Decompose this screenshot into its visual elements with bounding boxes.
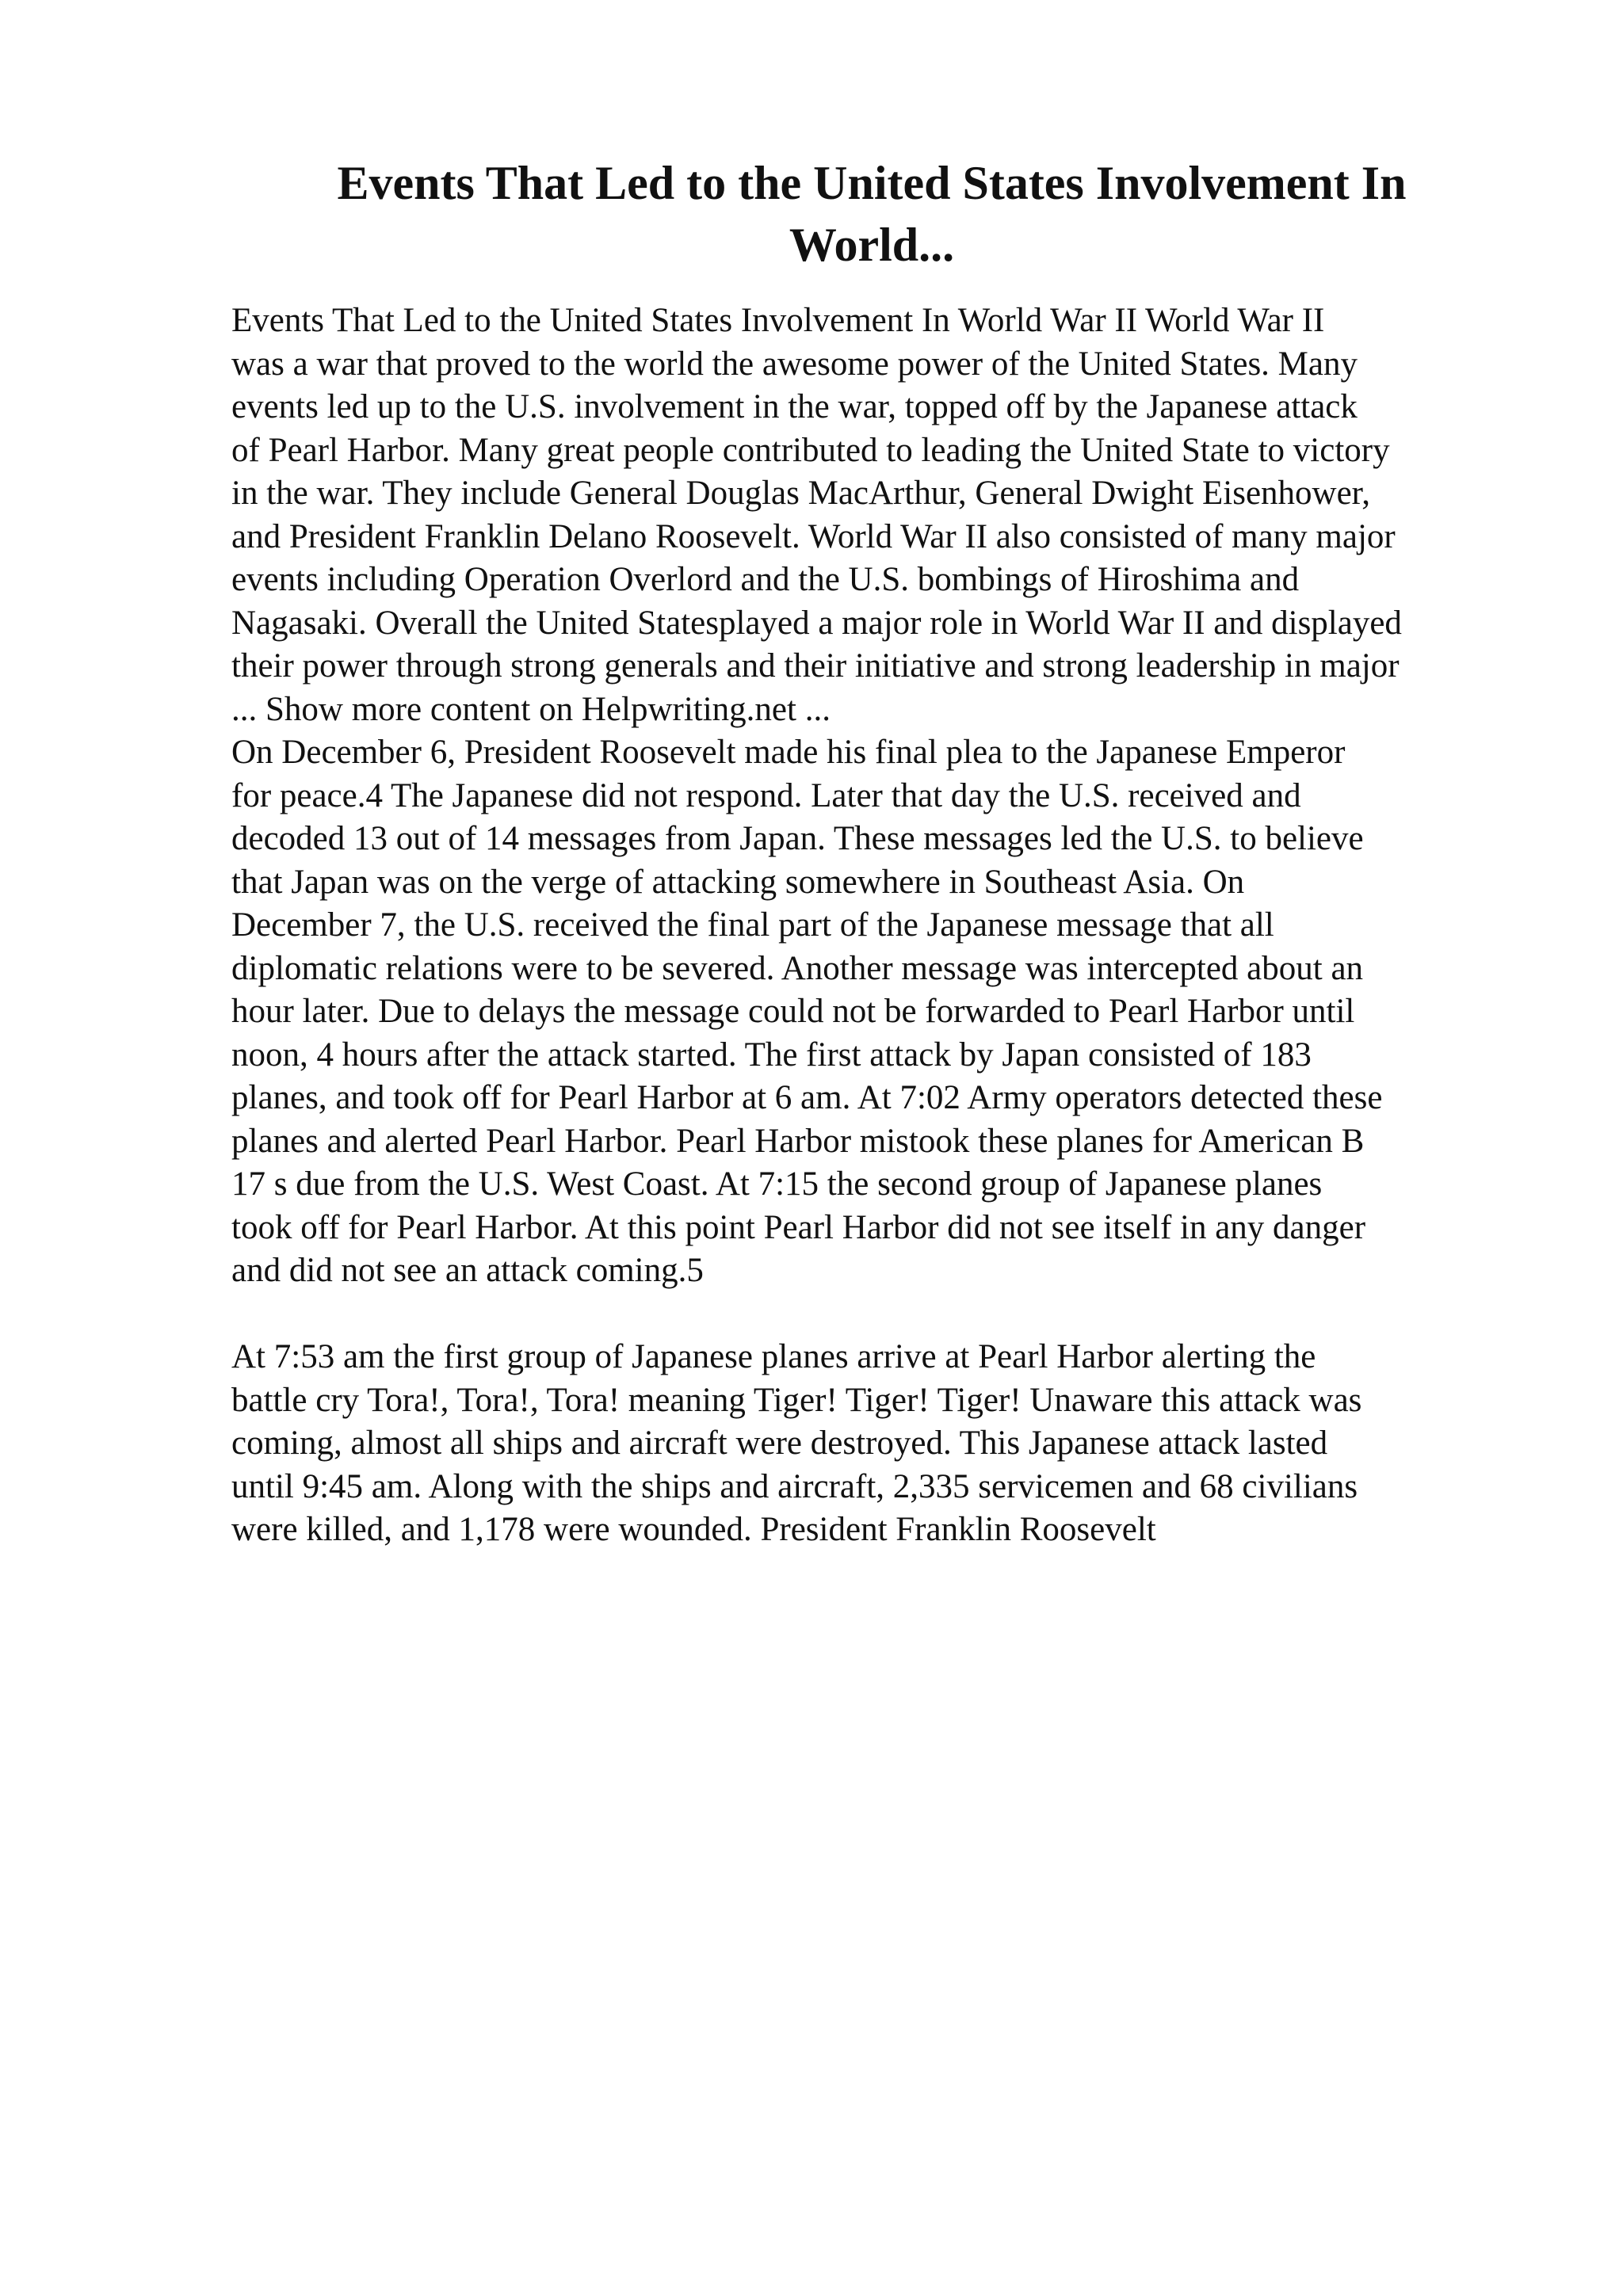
paragraph-spacer	[231, 1293, 1531, 1337]
paragraph-line: until 9:45 am. Along with the ships and aircraft, 2,335 servicemen and 68 civilians	[231, 1467, 1358, 1505]
paragraph-line: diplomatic relations were to be severed. Another message was intercepted about an	[231, 949, 1364, 987]
paragraph-line: At 7:53 am the first group of Japanese planes arrive at Pearl Harbor alerting the	[231, 1338, 1316, 1375]
paragraph-line: and President Franklin Delano Roosevelt. World War II also consisted of many major	[231, 517, 1396, 555]
paragraph-line: coming, almost all ships and aircraft were destroyed. This Japanese attack lasted	[231, 1425, 1328, 1462]
paragraph-line: took off for Pearl Harbor. At this point Pearl Harbor did not see itself in any danger	[231, 1208, 1366, 1246]
paragraph-line: Events That Led to the United States Involvement In World War II World War II	[231, 302, 1325, 339]
paragraph-line: On December 6, President Roosevelt made his final plea to the Japanese Emperor	[231, 734, 1346, 771]
paragraph-line: planes and alerted Pearl Harbor. Pearl Harbor mistook these planes for American B	[231, 1122, 1365, 1160]
paragraph-line: and did not see an attack coming.5	[231, 1252, 704, 1289]
paragraph-line: were killed, and 1,178 were wounded. President Franklin Roosevelt	[231, 1511, 1156, 1548]
paragraph-line: December 7, the U.S. received the final part of the Japanese message that all	[231, 906, 1274, 944]
paragraph-1	[231, 299, 1531, 731]
paragraph-line: was a war that proved to the world the awesome power of the United States. Many	[231, 345, 1358, 383]
paragraph-2	[231, 731, 1531, 1293]
paragraph-line: of Pearl Harbor. Many great people contributed to leading the United State to victory	[231, 431, 1390, 469]
paragraph-line: in the war. They include General Douglas MacArthur, General Dwight Eisenhower,	[231, 475, 1371, 512]
paragraph-line: that Japan was on the verge of attacking somewhere in Southeast Asia. On	[231, 863, 1245, 901]
paragraph-line: planes, and took off for Pearl Harbor at 6 am. At 7:02 Army operators detected these	[231, 1079, 1383, 1116]
paragraph-line: hour later. Due to delays the message could not be forwarded to Pearl Harbor until	[231, 993, 1355, 1030]
paragraph-line: events led up to the U.S. involvement in the war, topped off by the Japanese attack	[231, 388, 1358, 425]
paragraph-line: for peace.4 The Japanese did not respond. Later that day the U.S. received and	[231, 776, 1301, 814]
paragraph-line: 17 s due from the U.S. West Coast. At 7:15 the second group of Japanese planes	[231, 1165, 1323, 1203]
paragraph-line: noon, 4 hours after the attack started. The first attack by Japan consisted of 183	[231, 1035, 1312, 1074]
paragraph-3	[231, 1336, 1531, 1552]
paragraph-line: Nagasaki. Overall the United Statesplayed a major role in World War II and displayed	[231, 604, 1402, 642]
document-title: Events That Led to the United States Involvement In World...	[337, 157, 1407, 271]
show-more-content-line: ... Show more content on Helpwriting.net ...	[231, 690, 831, 728]
paragraph-line: their power through strong generals and their initiative and strong leadership in major	[231, 647, 1400, 685]
paragraph-line: battle cry Tora!, Tora!, Tora! meaning Tiger! Tiger! Tiger! Unaware this attack was	[231, 1381, 1362, 1419]
document-body	[231, 299, 1531, 1552]
paragraph-line: events including Operation Overlord and the U.S. bombings of Hiroshima and	[231, 561, 1300, 598]
paragraph-line: decoded 13 out of 14 messages from Japan. These messages led the U.S. to believe	[231, 820, 1364, 857]
